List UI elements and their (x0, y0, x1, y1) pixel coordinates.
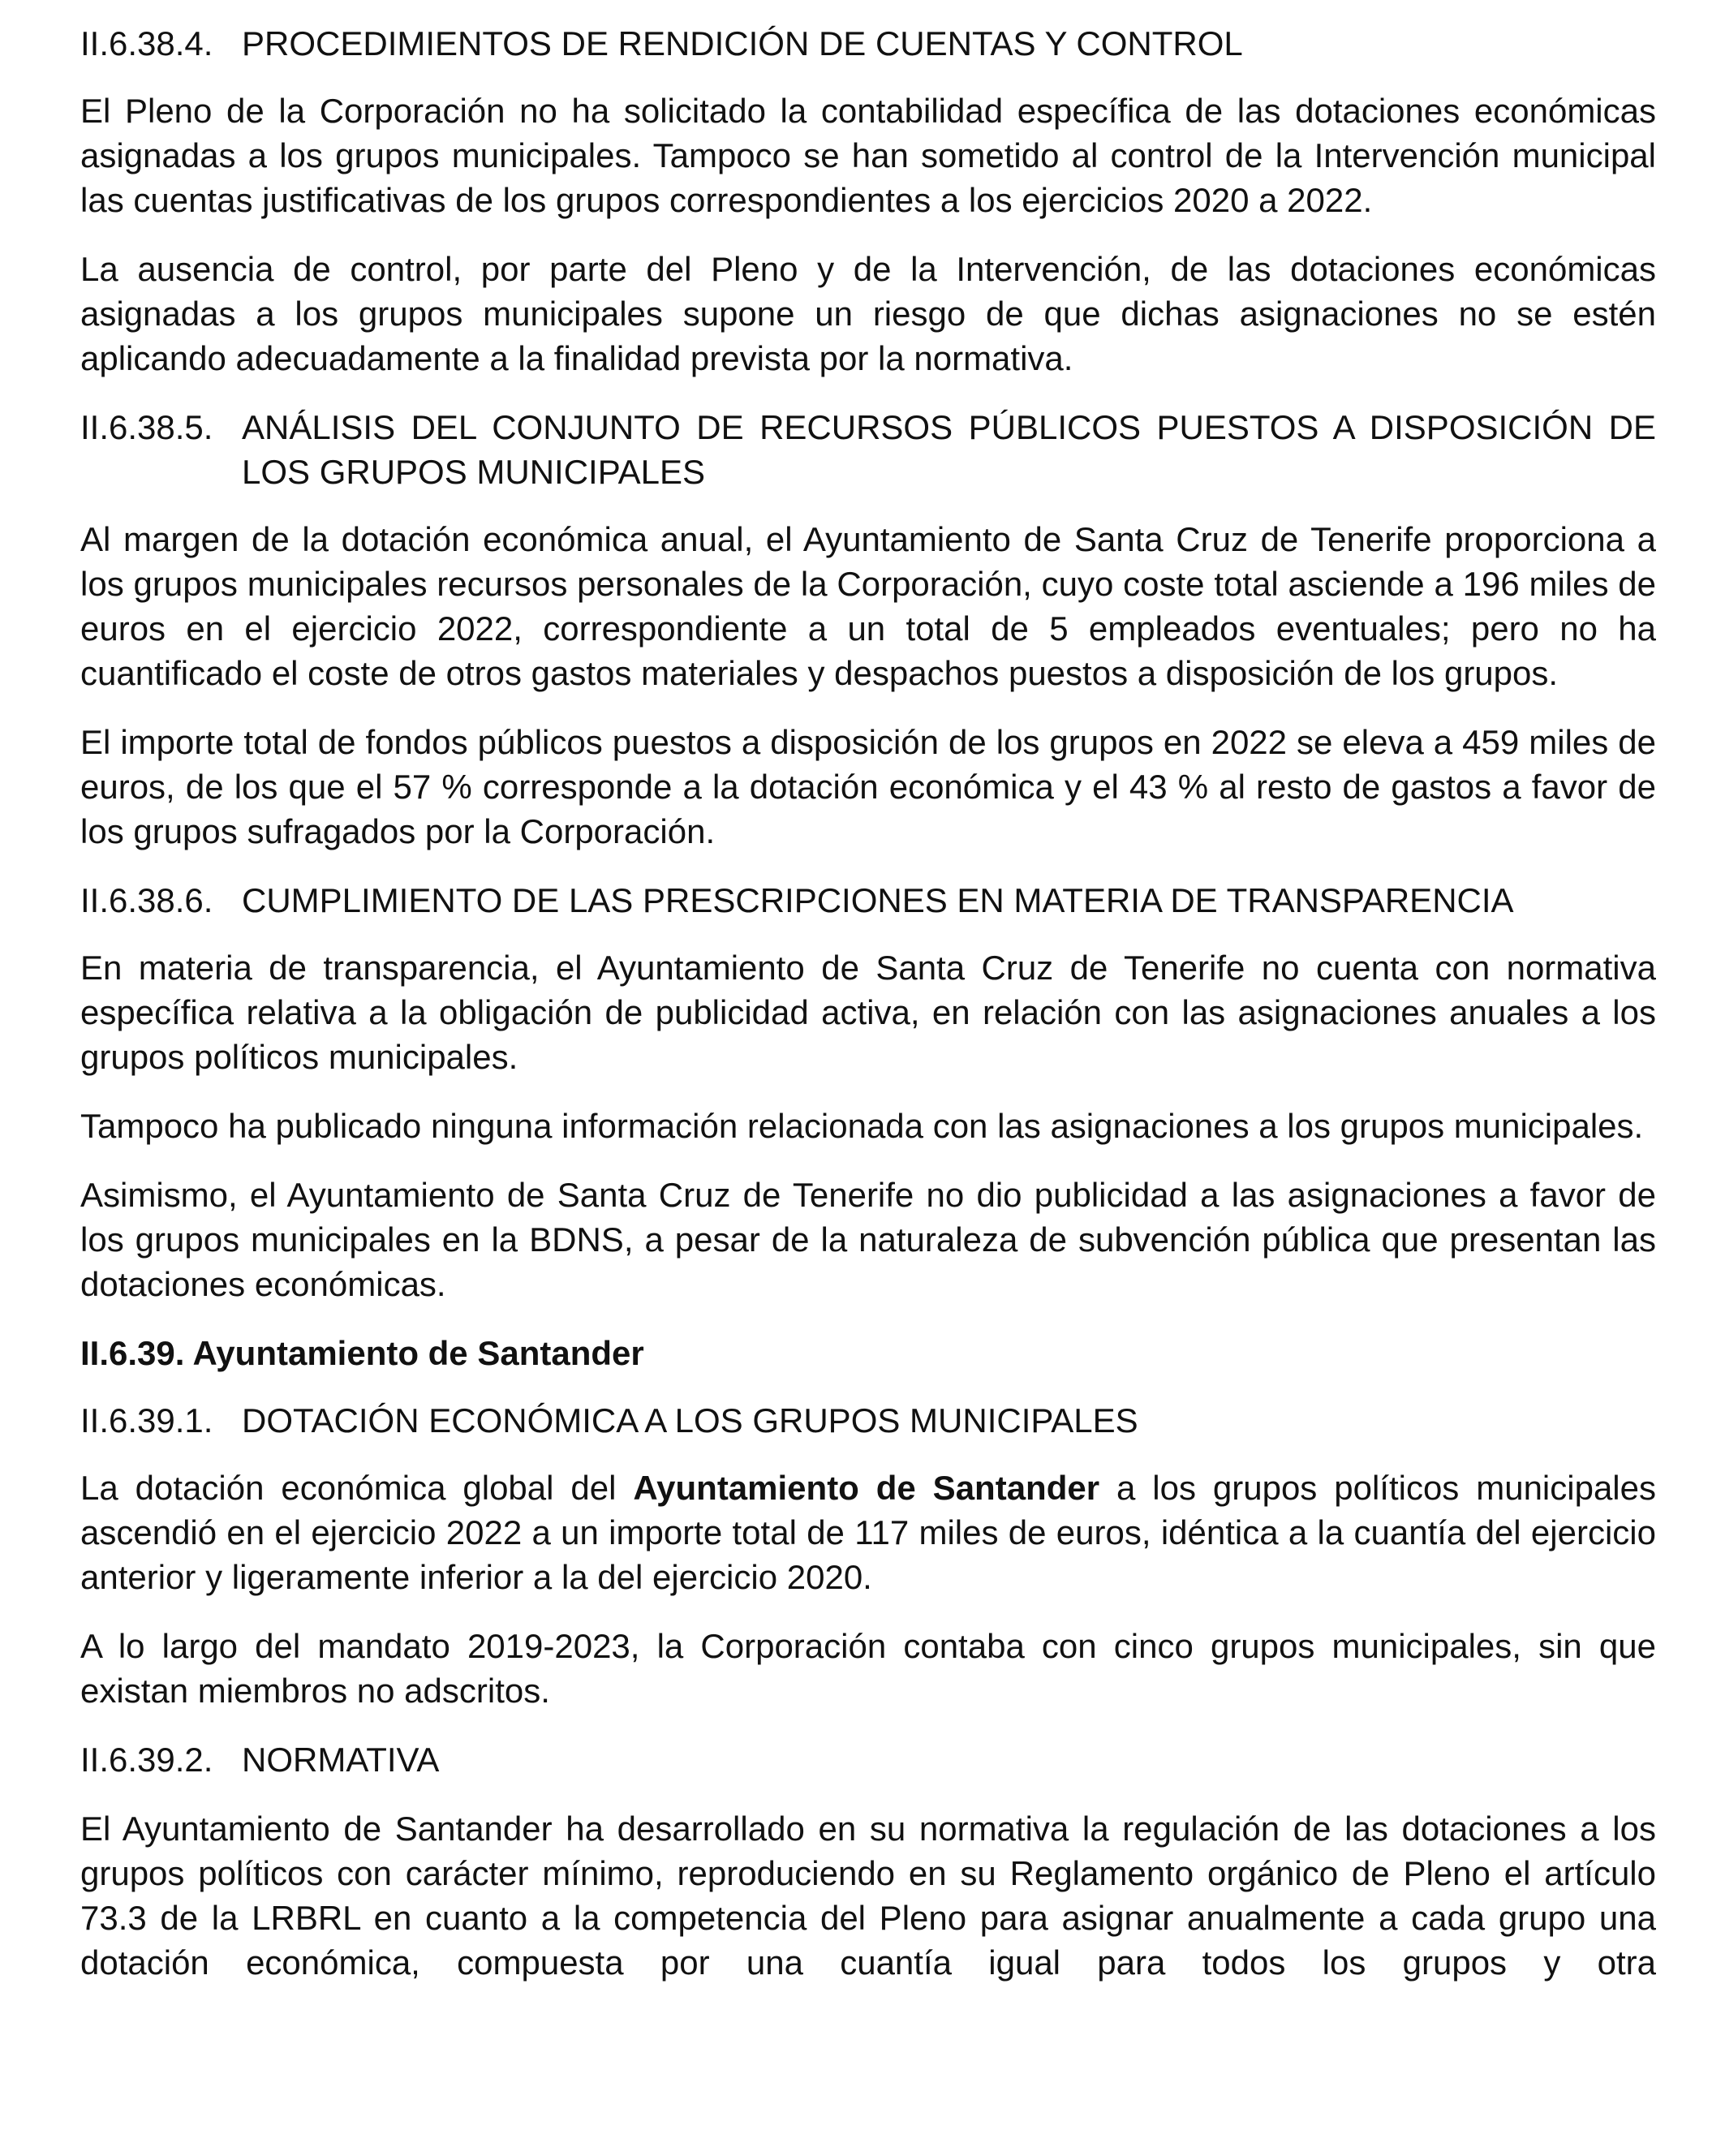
section-heading-procedimientos (80, 21, 1656, 66)
section-heading-normativa (80, 1737, 1656, 1782)
bold-entity: Ayuntamiento de Santander (633, 1469, 1100, 1507)
paragraph: El Ayuntamiento de Santander ha desarrollado en su normativa la regulación de las dotaciones a los grupos políticos con carácter mínimo, reproduciendo en su Reglamento orgánico de Pleno el artículo 73.3 de la LRBRL en cuanto a la competencia del Pleno para asignar anualmente a cada grupo una dotación económica, compuesta por una cuantía igual para todos los grupos y otra (80, 1810, 1656, 1982)
section-number: II.6.38.4. (80, 24, 213, 62)
section-title: PROCEDIMIENTOS DE RENDICIÓN DE CUENTAS Y CONTROL (242, 24, 1243, 62)
section-title: NORMATIVA (242, 1741, 440, 1779)
paragraph: Tampoco ha publicado ninguna información relacionada con las asignaciones a los grupos municipales. (80, 1107, 1644, 1145)
paragraph: En materia de transparencia, el Ayuntamiento de Santa Cruz de Tenerife no cuenta con normativa específica relativa a la obligación de publicidad activa, en relación con las asignaciones anuales a los grupos políticos municipales. (80, 949, 1656, 1076)
paragraph: El importe total de fondos públicos puestos a disposición de los grupos en 2022 se eleva a 459 miles de euros, de los que el 57 % corresponde a la dotación económica y el 43 % al resto de gastos a favor de los grupos sufragados por la Corporación. (80, 723, 1656, 850)
chapter-heading-santander: II.6.39. Ayuntamiento de Santander (80, 1334, 644, 1372)
section-heading-analisis (80, 405, 1656, 494)
section-title: CUMPLIMIENTO DE LAS PRESCRIPCIONES EN MATERIA DE TRANSPARENCIA (242, 881, 1514, 919)
paragraph: Asimismo, el Ayuntamiento de Santa Cruz de Tenerife no dio publicidad a las asignaciones a favor de los grupos municipales en la BDNS, a pesar de la naturaleza de subvención pública que presentan las dotaciones económicas. (80, 1176, 1656, 1303)
paragraph: La ausencia de control, por parte del Pleno y de la Intervención, de las dotaciones económicas asignadas a los grupos municipales supone un riesgo de que dichas asignaciones no se estén aplicando adecuadamente a la finalidad prevista por la normativa. (80, 250, 1656, 377)
section-title: ANÁLISIS DEL CONJUNTO DE RECURSOS PÚBLICOS PUESTOS A DISPOSICIÓN DE LOS GRUPOS MUNICIPALES (242, 408, 1656, 491)
text-run: a los grupos políticos municipales ascendió en el ejercicio 2022 a un importe total de 117 miles de euros, idéntica a la cuantía del ejercicio anterior y ligeramente inferior a la del ejercicio 2020. (80, 1469, 1656, 1596)
section-number: II.6.39.1. (80, 1401, 213, 1439)
paragraph: El Pleno de la Corporación no ha solicitado la contabilidad específica de las dotaciones económicas asignadas a los grupos municipales. Tampoco se han sometido al control de la Intervención municipal las cuentas justificativas de los grupos correspondientes a los ejercicios 2020 a 2022. (80, 92, 1656, 219)
text-run: La dotación económica global del (80, 1469, 634, 1507)
paragraph: A lo largo del mandato 2019-2023, la Corporación contaba con cinco grupos municipales, sin que existan miembros no adscritos. (80, 1627, 1656, 1710)
section-number: II.6.39.2. (80, 1741, 213, 1779)
paragraph: Al margen de la dotación económica anual, el Ayuntamiento de Santa Cruz de Tenerife proporciona a los grupos municipales recursos personales de la Corporación, cuyo coste total asciende a 196 miles de euros en el ejercicio 2022, correspondiente a un total de 5 empleados eventuales; pero no ha cuantificado el coste de otros gastos materiales y despachos puestos a disposición de los grupos. (80, 520, 1656, 692)
section-title: DOTACIÓN ECONÓMICA A LOS GRUPOS MUNICIPALES (242, 1401, 1138, 1439)
document-page (80, 21, 1656, 1985)
section-number: II.6.38.5. (80, 408, 213, 446)
section-heading-transparencia (80, 878, 1656, 923)
section-heading-dotacion (80, 1398, 1656, 1443)
section-number: II.6.38.6. (80, 881, 213, 919)
paragraph (80, 1465, 1656, 1599)
